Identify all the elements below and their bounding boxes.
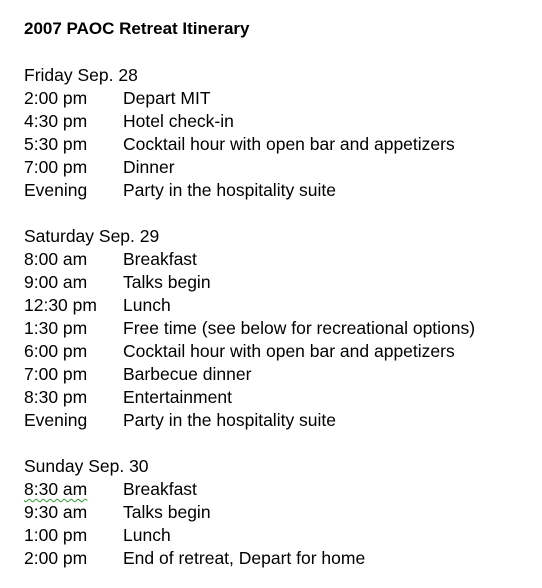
schedule-row	[24, 271, 534, 294]
schedule-row	[24, 409, 534, 432]
schedule-row	[24, 547, 534, 570]
day-heading: Friday Sep. 28	[24, 65, 138, 85]
day-heading: Sunday Sep. 30	[24, 456, 149, 476]
schedule-row	[24, 363, 534, 386]
schedule-event: Dinner	[123, 157, 175, 177]
schedule-event: Talks begin	[123, 272, 211, 292]
schedule-event: Free time (see below for recreational options)	[123, 318, 476, 338]
schedule-event: Lunch	[123, 525, 171, 545]
schedule-time: 8:00 am	[24, 249, 88, 269]
schedule-time: 12:30 pm	[24, 295, 97, 315]
day-section-saturday	[24, 225, 534, 432]
schedule-event: Cocktail hour with open bar and appetizers	[123, 134, 455, 154]
schedule-row	[24, 317, 534, 340]
schedule-row	[24, 340, 534, 363]
schedule-time: 1:30 pm	[24, 318, 88, 338]
schedule-time: 2:00 pm	[24, 548, 88, 568]
schedule-row	[24, 294, 534, 317]
schedule-time: 9:30 am	[24, 502, 88, 522]
document-title: 2007 PAOC Retreat Itinerary	[24, 19, 250, 38]
schedule-time: Evening	[24, 180, 88, 200]
schedule-event: Lunch	[123, 295, 171, 315]
schedule-event: Barbecue dinner	[123, 364, 252, 384]
schedule-event: Hotel check-in	[123, 111, 234, 131]
day-section-friday	[24, 64, 534, 202]
schedule-event: Entertainment	[123, 387, 232, 407]
schedule-time: 8:30 pm	[24, 387, 88, 407]
schedule-time: 1:00 pm	[24, 525, 88, 545]
schedule-row	[24, 501, 534, 524]
schedule-event: Cocktail hour with open bar and appetizers	[123, 341, 455, 361]
schedule-row	[24, 386, 534, 409]
day-section-sunday	[24, 455, 534, 570]
schedule-row	[24, 524, 534, 547]
schedule-event: Talks begin	[123, 502, 211, 522]
schedule-event: Depart MIT	[123, 88, 211, 108]
schedule-time: 7:00 pm	[24, 157, 88, 177]
schedule-time: 6:00 pm	[24, 341, 88, 361]
itinerary-document	[24, 18, 534, 570]
schedule-row	[24, 179, 534, 202]
schedule-row	[24, 87, 534, 110]
schedule-event: End of retreat, Depart for home	[123, 548, 366, 568]
schedule-time: 2:00 pm	[24, 88, 88, 108]
schedule-event: Party in the hospitality suite	[123, 410, 337, 430]
schedule-time: Evening	[24, 410, 88, 430]
schedule-row	[24, 478, 534, 501]
schedule-row	[24, 156, 534, 179]
schedule-event: Party in the hospitality suite	[123, 180, 337, 200]
schedule-time: 5:30 pm	[24, 134, 88, 154]
schedule-row	[24, 110, 534, 133]
schedule-row	[24, 133, 534, 156]
schedule-row	[24, 248, 534, 271]
schedule-time: 7:00 pm	[24, 364, 88, 384]
schedule-event: Breakfast	[123, 249, 197, 269]
day-heading: Saturday Sep. 29	[24, 226, 160, 246]
schedule-time-spellcheck-flagged: 8:30 am	[24, 479, 88, 499]
schedule-time: 9:00 am	[24, 272, 88, 292]
schedule-event: Breakfast	[123, 479, 197, 499]
schedule-time: 4:30 pm	[24, 111, 88, 131]
